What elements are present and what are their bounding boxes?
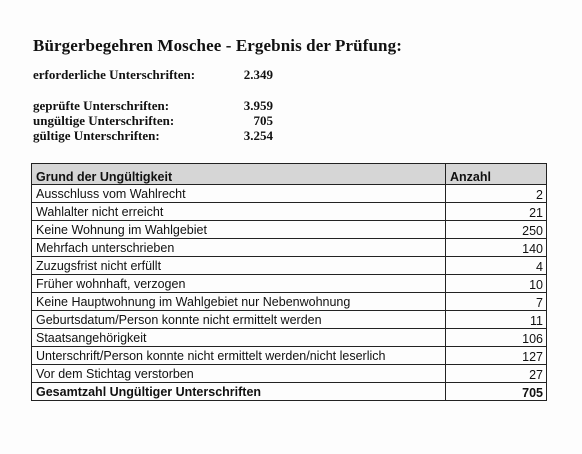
summary-valid [33, 128, 273, 144]
row-count: 21 [446, 203, 547, 221]
row-reason: Keine Hauptwohnung im Wahlgebiet nur Nebenwohnung [32, 293, 446, 311]
summary-valid-label: gültige Unterschriften: [33, 128, 160, 143]
invalidity-table [31, 163, 547, 401]
summary-invalid [33, 113, 273, 129]
document-title: Bürgerbegehren Moschee - Ergebnis der Prüfung: [33, 36, 402, 55]
row-count: 4 [446, 257, 547, 275]
row-reason: Früher wohnhaft, verzogen [32, 275, 446, 293]
table-row [32, 311, 547, 329]
row-reason: Unterschrift/Person konnte nicht ermittelt werden/nicht leserlich [32, 347, 446, 365]
row-reason: Vor dem Stichtag verstorben [32, 365, 446, 383]
row-reason: Zuzugsfrist nicht erfüllt [32, 257, 446, 275]
row-count: 140 [446, 239, 547, 257]
table-header-row [32, 164, 547, 185]
row-reason: Geburtsdatum/Person konnte nicht ermittelt werden [32, 311, 446, 329]
summary-invalid-label: ungültige Unterschriften: [33, 113, 175, 128]
row-reason: Staatsangehörigkeit [32, 329, 446, 347]
summary-checked-label: geprüfte Unterschriften: [33, 98, 170, 113]
table-row [32, 329, 547, 347]
row-count: 10 [446, 275, 547, 293]
table-row [32, 293, 547, 311]
summary-required-label: erforderliche Unterschriften: [33, 67, 196, 82]
row-count: 11 [446, 311, 547, 329]
row-count: 2 [446, 185, 547, 203]
header-reason: Grund der Ungültigkeit [32, 164, 446, 185]
table-row [32, 347, 547, 365]
summary-invalid-value: 705 [253, 113, 273, 128]
row-count: 7 [446, 293, 547, 311]
table-row [32, 203, 547, 221]
summary-required-value: 2.349 [243, 67, 273, 82]
row-count: 106 [446, 329, 547, 347]
row-count: 27 [446, 365, 547, 383]
row-reason: Keine Wohnung im Wahlgebiet [32, 221, 446, 239]
row-reason: Wahlalter nicht erreicht [32, 203, 446, 221]
row-count: 250 [446, 221, 547, 239]
table-total-row [32, 383, 547, 401]
summary-valid-value: 3.254 [243, 128, 273, 143]
header-count: Anzahl [446, 164, 547, 185]
row-count: 127 [446, 347, 547, 365]
table-row [32, 185, 547, 203]
table-row [32, 365, 547, 383]
summary-required [33, 67, 273, 83]
table-row [32, 221, 547, 239]
table-row [32, 275, 547, 293]
total-reason: Gesamtzahl Ungültiger Unterschriften [32, 383, 446, 401]
row-reason: Mehrfach unterschrieben [32, 239, 446, 257]
row-reason: Ausschluss vom Wahlrecht [32, 185, 446, 203]
table-row [32, 257, 547, 275]
summary-checked-value: 3.959 [243, 98, 273, 113]
table-row [32, 239, 547, 257]
total-count: 705 [446, 383, 547, 401]
summary-checked [33, 98, 273, 114]
